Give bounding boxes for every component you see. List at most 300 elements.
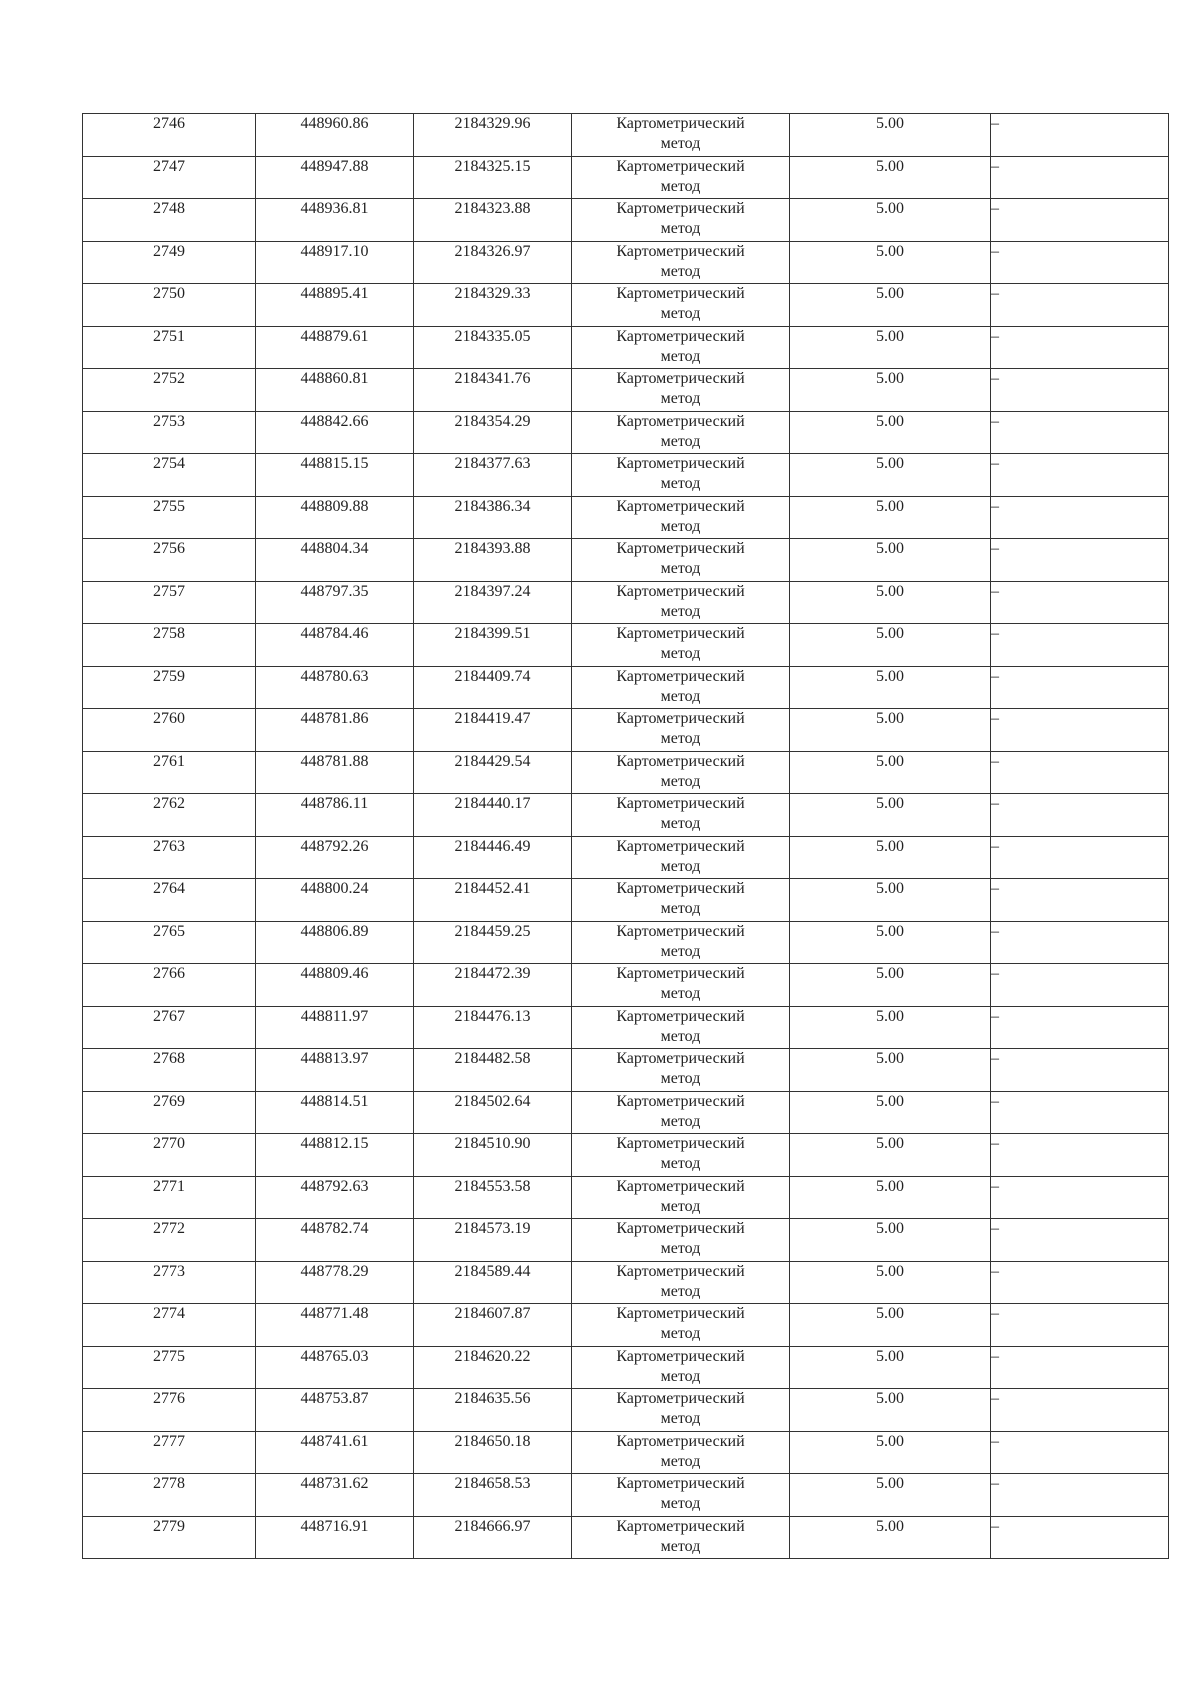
method-line-1: Картометрический bbox=[616, 1390, 745, 1407]
accuracy-cell: 5.00 bbox=[790, 454, 991, 497]
table-row bbox=[83, 496, 1169, 539]
accuracy-cell: 5.00 bbox=[790, 496, 991, 539]
point-number-cell: 2749 bbox=[83, 241, 256, 284]
x-coordinate-cell: 448792.63 bbox=[256, 1176, 414, 1219]
method-line-2: метод bbox=[660, 347, 701, 365]
x-coordinate-cell: 448786.11 bbox=[256, 794, 414, 837]
method-line-1: Картометрический bbox=[616, 1347, 745, 1365]
accuracy-cell: 5.00 bbox=[790, 199, 991, 242]
x-coordinate-cell: 448731.62 bbox=[256, 1474, 414, 1517]
point-number-cell: 2772 bbox=[83, 1219, 256, 1262]
table-row bbox=[83, 581, 1169, 624]
table-row bbox=[83, 199, 1169, 242]
y-coordinate-cell: 2184335.05 bbox=[414, 326, 572, 369]
method-cell bbox=[572, 1219, 790, 1262]
description-cell: – bbox=[991, 284, 1169, 327]
method-line-2: метод bbox=[660, 1112, 701, 1130]
accuracy-cell: 5.00 bbox=[790, 284, 991, 327]
method-cell bbox=[572, 879, 790, 922]
table-row bbox=[83, 539, 1169, 582]
method-cell bbox=[572, 326, 790, 369]
x-coordinate-cell: 448741.61 bbox=[256, 1431, 414, 1474]
method-line-1: Картометрический bbox=[616, 455, 745, 472]
table-row bbox=[83, 114, 1169, 157]
y-coordinate-cell: 2184658.53 bbox=[414, 1474, 572, 1517]
method-line-2: метод bbox=[660, 687, 701, 705]
method-line-1: Картометрический bbox=[616, 115, 745, 132]
method-line-1: Картометрический bbox=[616, 752, 745, 770]
method-line-2: метод bbox=[660, 1070, 701, 1087]
x-coordinate-cell: 448771.48 bbox=[256, 1304, 414, 1347]
method-line-2: метод bbox=[660, 1155, 701, 1172]
accuracy-cell: 5.00 bbox=[790, 1346, 991, 1389]
method-cell bbox=[572, 1474, 790, 1517]
method-line-2: метод bbox=[660, 1452, 701, 1470]
table-row bbox=[83, 1474, 1169, 1517]
y-coordinate-cell: 2184397.24 bbox=[414, 581, 572, 624]
method-line-2: метод bbox=[660, 772, 701, 790]
description-cell: – bbox=[991, 921, 1169, 964]
point-number-cell: 2771 bbox=[83, 1176, 256, 1219]
point-number-cell: 2754 bbox=[83, 454, 256, 497]
method-line-1: Картометрический bbox=[616, 540, 745, 557]
method-line-1: Картометрический bbox=[616, 1092, 745, 1110]
description-cell: – bbox=[991, 1346, 1169, 1389]
method-line-1: Картометрический bbox=[616, 200, 745, 217]
description-cell: – bbox=[991, 794, 1169, 837]
method-line-2: метод bbox=[660, 475, 701, 492]
x-coordinate-cell: 448812.15 bbox=[256, 1134, 414, 1177]
table-row bbox=[83, 241, 1169, 284]
table-row bbox=[83, 836, 1169, 879]
y-coordinate-cell: 2184573.19 bbox=[414, 1219, 572, 1262]
table-row bbox=[83, 1346, 1169, 1389]
description-cell: – bbox=[991, 1091, 1169, 1134]
description-cell: – bbox=[991, 1006, 1169, 1049]
method-cell bbox=[572, 369, 790, 412]
x-coordinate-cell: 448716.91 bbox=[256, 1516, 414, 1559]
y-coordinate-cell: 2184482.58 bbox=[414, 1049, 572, 1092]
method-line-1: Картометрический bbox=[616, 242, 745, 260]
method-cell bbox=[572, 1049, 790, 1092]
description-cell: – bbox=[991, 241, 1169, 284]
accuracy-cell: 5.00 bbox=[790, 921, 991, 964]
point-number-cell: 2775 bbox=[83, 1346, 256, 1389]
method-line-1: Картометрический bbox=[616, 1517, 745, 1535]
table-row bbox=[83, 156, 1169, 199]
y-coordinate-cell: 2184666.97 bbox=[414, 1516, 572, 1559]
method-line-2: метод bbox=[660, 1240, 701, 1257]
method-line-2: метод bbox=[660, 942, 701, 960]
method-line-2: метод bbox=[660, 262, 701, 280]
table-row bbox=[83, 1389, 1169, 1432]
accuracy-cell: 5.00 bbox=[790, 1261, 991, 1304]
table-row bbox=[83, 666, 1169, 709]
method-cell bbox=[572, 794, 790, 837]
accuracy-cell: 5.00 bbox=[790, 709, 991, 752]
y-coordinate-cell: 2184650.18 bbox=[414, 1431, 572, 1474]
point-number-cell: 2746 bbox=[83, 114, 256, 157]
point-number-cell: 2765 bbox=[83, 921, 256, 964]
table-row bbox=[83, 454, 1169, 497]
method-line-1: Картометрический bbox=[616, 1050, 745, 1067]
point-number-cell: 2774 bbox=[83, 1304, 256, 1347]
method-line-1: Картометрический bbox=[616, 497, 745, 515]
y-coordinate-cell: 2184341.76 bbox=[414, 369, 572, 412]
method-cell bbox=[572, 284, 790, 327]
point-number-cell: 2753 bbox=[83, 411, 256, 454]
x-coordinate-cell: 448809.88 bbox=[256, 496, 414, 539]
y-coordinate-cell: 2184323.88 bbox=[414, 199, 572, 242]
method-line-1: Картометрический bbox=[616, 667, 745, 685]
table-row bbox=[83, 921, 1169, 964]
method-line-2: метод bbox=[660, 1410, 701, 1427]
description-cell: – bbox=[991, 369, 1169, 412]
table-row bbox=[83, 1091, 1169, 1134]
x-coordinate-cell: 448782.74 bbox=[256, 1219, 414, 1262]
accuracy-cell: 5.00 bbox=[790, 326, 991, 369]
y-coordinate-cell: 2184620.22 bbox=[414, 1346, 572, 1389]
table-row bbox=[83, 1134, 1169, 1177]
method-line-1: Картометрический bbox=[616, 285, 745, 302]
table-row bbox=[83, 1049, 1169, 1092]
accuracy-cell: 5.00 bbox=[790, 369, 991, 412]
point-number-cell: 2756 bbox=[83, 539, 256, 582]
method-line-2: метод bbox=[660, 815, 701, 832]
x-coordinate-cell: 448811.97 bbox=[256, 1006, 414, 1049]
method-line-1: Картометрический bbox=[616, 922, 745, 940]
y-coordinate-cell: 2184476.13 bbox=[414, 1006, 572, 1049]
description-cell: – bbox=[991, 1261, 1169, 1304]
method-line-1: Картометрический bbox=[616, 1262, 745, 1280]
method-line-1: Картометрический bbox=[616, 625, 745, 642]
y-coordinate-cell: 2184607.87 bbox=[414, 1304, 572, 1347]
x-coordinate-cell: 448765.03 bbox=[256, 1346, 414, 1389]
method-line-2: метод bbox=[660, 560, 701, 577]
method-cell bbox=[572, 1516, 790, 1559]
method-line-1: Картометрический bbox=[616, 1220, 745, 1237]
description-cell: – bbox=[991, 581, 1169, 624]
table-row bbox=[83, 709, 1169, 752]
y-coordinate-cell: 2184446.49 bbox=[414, 836, 572, 879]
x-coordinate-cell: 448842.66 bbox=[256, 411, 414, 454]
table-row bbox=[83, 794, 1169, 837]
y-coordinate-cell: 2184325.15 bbox=[414, 156, 572, 199]
method-cell bbox=[572, 496, 790, 539]
y-coordinate-cell: 2184635.56 bbox=[414, 1389, 572, 1432]
method-line-2: метод bbox=[660, 517, 701, 535]
point-number-cell: 2778 bbox=[83, 1474, 256, 1517]
description-cell: – bbox=[991, 1134, 1169, 1177]
point-number-cell: 2767 bbox=[83, 1006, 256, 1049]
accuracy-cell: 5.00 bbox=[790, 1474, 991, 1517]
y-coordinate-cell: 2184393.88 bbox=[414, 539, 572, 582]
method-line-2: метод bbox=[660, 1325, 701, 1342]
x-coordinate-cell: 448781.86 bbox=[256, 709, 414, 752]
point-number-cell: 2757 bbox=[83, 581, 256, 624]
method-line-2: метод bbox=[660, 1027, 701, 1045]
x-coordinate-cell: 448792.26 bbox=[256, 836, 414, 879]
method-line-2: метод bbox=[660, 305, 701, 322]
method-line-2: метод bbox=[660, 730, 701, 747]
description-cell: – bbox=[991, 539, 1169, 582]
y-coordinate-cell: 2184472.39 bbox=[414, 964, 572, 1007]
y-coordinate-cell: 2184399.51 bbox=[414, 624, 572, 667]
y-coordinate-cell: 2184326.97 bbox=[414, 241, 572, 284]
accuracy-cell: 5.00 bbox=[790, 411, 991, 454]
y-coordinate-cell: 2184452.41 bbox=[414, 879, 572, 922]
point-number-cell: 2773 bbox=[83, 1261, 256, 1304]
method-cell bbox=[572, 114, 790, 157]
method-line-2: метод bbox=[660, 1197, 701, 1215]
y-coordinate-cell: 2184409.74 bbox=[414, 666, 572, 709]
coordinates-table-body bbox=[83, 114, 1169, 1559]
method-cell bbox=[572, 1134, 790, 1177]
accuracy-cell: 5.00 bbox=[790, 114, 991, 157]
method-cell bbox=[572, 581, 790, 624]
accuracy-cell: 5.00 bbox=[790, 1091, 991, 1134]
method-cell bbox=[572, 751, 790, 794]
x-coordinate-cell: 448815.15 bbox=[256, 454, 414, 497]
x-coordinate-cell: 448947.88 bbox=[256, 156, 414, 199]
method-line-1: Картометрический bbox=[616, 1475, 745, 1492]
accuracy-cell: 5.00 bbox=[790, 1304, 991, 1347]
method-line-2: метод bbox=[660, 1495, 701, 1512]
method-line-1: Картометрический bbox=[616, 965, 745, 982]
description-cell: – bbox=[991, 1176, 1169, 1219]
table-row bbox=[83, 1219, 1169, 1262]
description-cell: – bbox=[991, 1304, 1169, 1347]
table-row bbox=[83, 1431, 1169, 1474]
y-coordinate-cell: 2184589.44 bbox=[414, 1261, 572, 1304]
y-coordinate-cell: 2184354.29 bbox=[414, 411, 572, 454]
method-line-1: Картометрический bbox=[616, 1135, 745, 1152]
point-number-cell: 2762 bbox=[83, 794, 256, 837]
point-number-cell: 2747 bbox=[83, 156, 256, 199]
point-number-cell: 2758 bbox=[83, 624, 256, 667]
description-cell: – bbox=[991, 624, 1169, 667]
description-cell: – bbox=[991, 1474, 1169, 1517]
x-coordinate-cell: 448806.89 bbox=[256, 921, 414, 964]
method-cell bbox=[572, 454, 790, 497]
method-line-1: Картометрический bbox=[616, 880, 745, 897]
description-cell: – bbox=[991, 326, 1169, 369]
accuracy-cell: 5.00 bbox=[790, 1431, 991, 1474]
method-line-2: метод bbox=[660, 1367, 701, 1385]
description-cell: – bbox=[991, 156, 1169, 199]
method-line-2: метод bbox=[660, 900, 701, 917]
accuracy-cell: 5.00 bbox=[790, 964, 991, 1007]
description-cell: – bbox=[991, 1049, 1169, 1092]
accuracy-cell: 5.00 bbox=[790, 836, 991, 879]
table-row bbox=[83, 326, 1169, 369]
table-row bbox=[83, 284, 1169, 327]
description-cell: – bbox=[991, 199, 1169, 242]
method-cell bbox=[572, 964, 790, 1007]
method-cell bbox=[572, 1304, 790, 1347]
point-number-cell: 2779 bbox=[83, 1516, 256, 1559]
x-coordinate-cell: 448781.88 bbox=[256, 751, 414, 794]
table-row bbox=[83, 1006, 1169, 1049]
x-coordinate-cell: 448809.46 bbox=[256, 964, 414, 1007]
table-row bbox=[83, 411, 1169, 454]
method-line-2: метод bbox=[660, 432, 701, 450]
table-row bbox=[83, 369, 1169, 412]
method-line-2: метод bbox=[660, 985, 701, 1002]
coordinates-table bbox=[82, 113, 1169, 1559]
accuracy-cell: 5.00 bbox=[790, 581, 991, 624]
accuracy-cell: 5.00 bbox=[790, 539, 991, 582]
accuracy-cell: 5.00 bbox=[790, 879, 991, 922]
method-line-2: метод bbox=[660, 1282, 701, 1300]
point-number-cell: 2766 bbox=[83, 964, 256, 1007]
method-line-2: метод bbox=[660, 602, 701, 620]
y-coordinate-cell: 2184440.17 bbox=[414, 794, 572, 837]
point-number-cell: 2759 bbox=[83, 666, 256, 709]
y-coordinate-cell: 2184377.63 bbox=[414, 454, 572, 497]
method-cell bbox=[572, 1091, 790, 1134]
method-line-1: Картометрический bbox=[616, 327, 745, 345]
accuracy-cell: 5.00 bbox=[790, 1006, 991, 1049]
x-coordinate-cell: 448804.34 bbox=[256, 539, 414, 582]
x-coordinate-cell: 448784.46 bbox=[256, 624, 414, 667]
method-line-1: Картометрический bbox=[616, 837, 745, 855]
description-cell: – bbox=[991, 709, 1169, 752]
accuracy-cell: 5.00 bbox=[790, 624, 991, 667]
point-number-cell: 2768 bbox=[83, 1049, 256, 1092]
method-line-1: Картометрический bbox=[616, 710, 745, 727]
method-cell bbox=[572, 666, 790, 709]
description-cell: – bbox=[991, 454, 1169, 497]
method-cell bbox=[572, 1346, 790, 1389]
x-coordinate-cell: 448895.41 bbox=[256, 284, 414, 327]
accuracy-cell: 5.00 bbox=[790, 1176, 991, 1219]
description-cell: – bbox=[991, 751, 1169, 794]
x-coordinate-cell: 448813.97 bbox=[256, 1049, 414, 1092]
method-cell bbox=[572, 1431, 790, 1474]
method-line-1: Картометрический bbox=[616, 370, 745, 387]
description-cell: – bbox=[991, 496, 1169, 539]
method-line-2: метод bbox=[660, 1537, 701, 1555]
description-cell: – bbox=[991, 114, 1169, 157]
point-number-cell: 2755 bbox=[83, 496, 256, 539]
table-row bbox=[83, 751, 1169, 794]
x-coordinate-cell: 448936.81 bbox=[256, 199, 414, 242]
method-line-1: Картометрический bbox=[616, 795, 745, 812]
table-row bbox=[83, 879, 1169, 922]
point-number-cell: 2763 bbox=[83, 836, 256, 879]
x-coordinate-cell: 448814.51 bbox=[256, 1091, 414, 1134]
method-line-2: метод bbox=[660, 135, 701, 152]
method-line-1: Картометрический bbox=[616, 1177, 745, 1195]
method-cell bbox=[572, 199, 790, 242]
y-coordinate-cell: 2184502.64 bbox=[414, 1091, 572, 1134]
method-line-1: Картометрический bbox=[616, 1432, 745, 1450]
method-cell bbox=[572, 539, 790, 582]
x-coordinate-cell: 448860.81 bbox=[256, 369, 414, 412]
accuracy-cell: 5.00 bbox=[790, 1389, 991, 1432]
accuracy-cell: 5.00 bbox=[790, 1134, 991, 1177]
accuracy-cell: 5.00 bbox=[790, 794, 991, 837]
description-cell: – bbox=[991, 1431, 1169, 1474]
description-cell: – bbox=[991, 1219, 1169, 1262]
method-cell bbox=[572, 1389, 790, 1432]
method-line-1: Картометрический bbox=[616, 582, 745, 600]
y-coordinate-cell: 2184459.25 bbox=[414, 921, 572, 964]
y-coordinate-cell: 2184419.47 bbox=[414, 709, 572, 752]
description-cell: – bbox=[991, 879, 1169, 922]
accuracy-cell: 5.00 bbox=[790, 751, 991, 794]
point-number-cell: 2748 bbox=[83, 199, 256, 242]
table-row bbox=[83, 964, 1169, 1007]
description-cell: – bbox=[991, 836, 1169, 879]
point-number-cell: 2769 bbox=[83, 1091, 256, 1134]
point-number-cell: 2764 bbox=[83, 879, 256, 922]
method-line-2: метод bbox=[660, 220, 701, 237]
y-coordinate-cell: 2184429.54 bbox=[414, 751, 572, 794]
table-row bbox=[83, 1176, 1169, 1219]
point-number-cell: 2752 bbox=[83, 369, 256, 412]
y-coordinate-cell: 2184386.34 bbox=[414, 496, 572, 539]
method-cell bbox=[572, 411, 790, 454]
accuracy-cell: 5.00 bbox=[790, 156, 991, 199]
x-coordinate-cell: 448780.63 bbox=[256, 666, 414, 709]
method-cell bbox=[572, 241, 790, 284]
x-coordinate-cell: 448753.87 bbox=[256, 1389, 414, 1432]
method-line-1: Картометрический bbox=[616, 1007, 745, 1025]
point-number-cell: 2751 bbox=[83, 326, 256, 369]
method-line-1: Картометрический bbox=[616, 157, 745, 175]
description-cell: – bbox=[991, 1389, 1169, 1432]
method-cell bbox=[572, 624, 790, 667]
accuracy-cell: 5.00 bbox=[790, 241, 991, 284]
accuracy-cell: 5.00 bbox=[790, 1516, 991, 1559]
description-cell: – bbox=[991, 964, 1169, 1007]
x-coordinate-cell: 448917.10 bbox=[256, 241, 414, 284]
description-cell: – bbox=[991, 666, 1169, 709]
method-line-1: Картометрический bbox=[616, 412, 745, 430]
point-number-cell: 2750 bbox=[83, 284, 256, 327]
table-row bbox=[83, 1516, 1169, 1559]
method-cell bbox=[572, 1006, 790, 1049]
method-cell bbox=[572, 156, 790, 199]
x-coordinate-cell: 448960.86 bbox=[256, 114, 414, 157]
method-line-2: метод bbox=[660, 857, 701, 875]
method-line-2: метод bbox=[660, 390, 701, 407]
method-cell bbox=[572, 921, 790, 964]
x-coordinate-cell: 448797.35 bbox=[256, 581, 414, 624]
method-cell bbox=[572, 836, 790, 879]
description-cell: – bbox=[991, 1516, 1169, 1559]
method-cell bbox=[572, 1261, 790, 1304]
x-coordinate-cell: 448879.61 bbox=[256, 326, 414, 369]
method-line-1: Картометрический bbox=[616, 1305, 745, 1322]
method-line-2: метод bbox=[660, 177, 701, 195]
x-coordinate-cell: 448800.24 bbox=[256, 879, 414, 922]
point-number-cell: 2776 bbox=[83, 1389, 256, 1432]
point-number-cell: 2777 bbox=[83, 1431, 256, 1474]
table-row bbox=[83, 624, 1169, 667]
table-row bbox=[83, 1304, 1169, 1347]
point-number-cell: 2770 bbox=[83, 1134, 256, 1177]
accuracy-cell: 5.00 bbox=[790, 666, 991, 709]
method-cell bbox=[572, 709, 790, 752]
method-line-2: метод bbox=[660, 645, 701, 662]
description-cell: – bbox=[991, 411, 1169, 454]
y-coordinate-cell: 2184329.33 bbox=[414, 284, 572, 327]
accuracy-cell: 5.00 bbox=[790, 1049, 991, 1092]
point-number-cell: 2760 bbox=[83, 709, 256, 752]
